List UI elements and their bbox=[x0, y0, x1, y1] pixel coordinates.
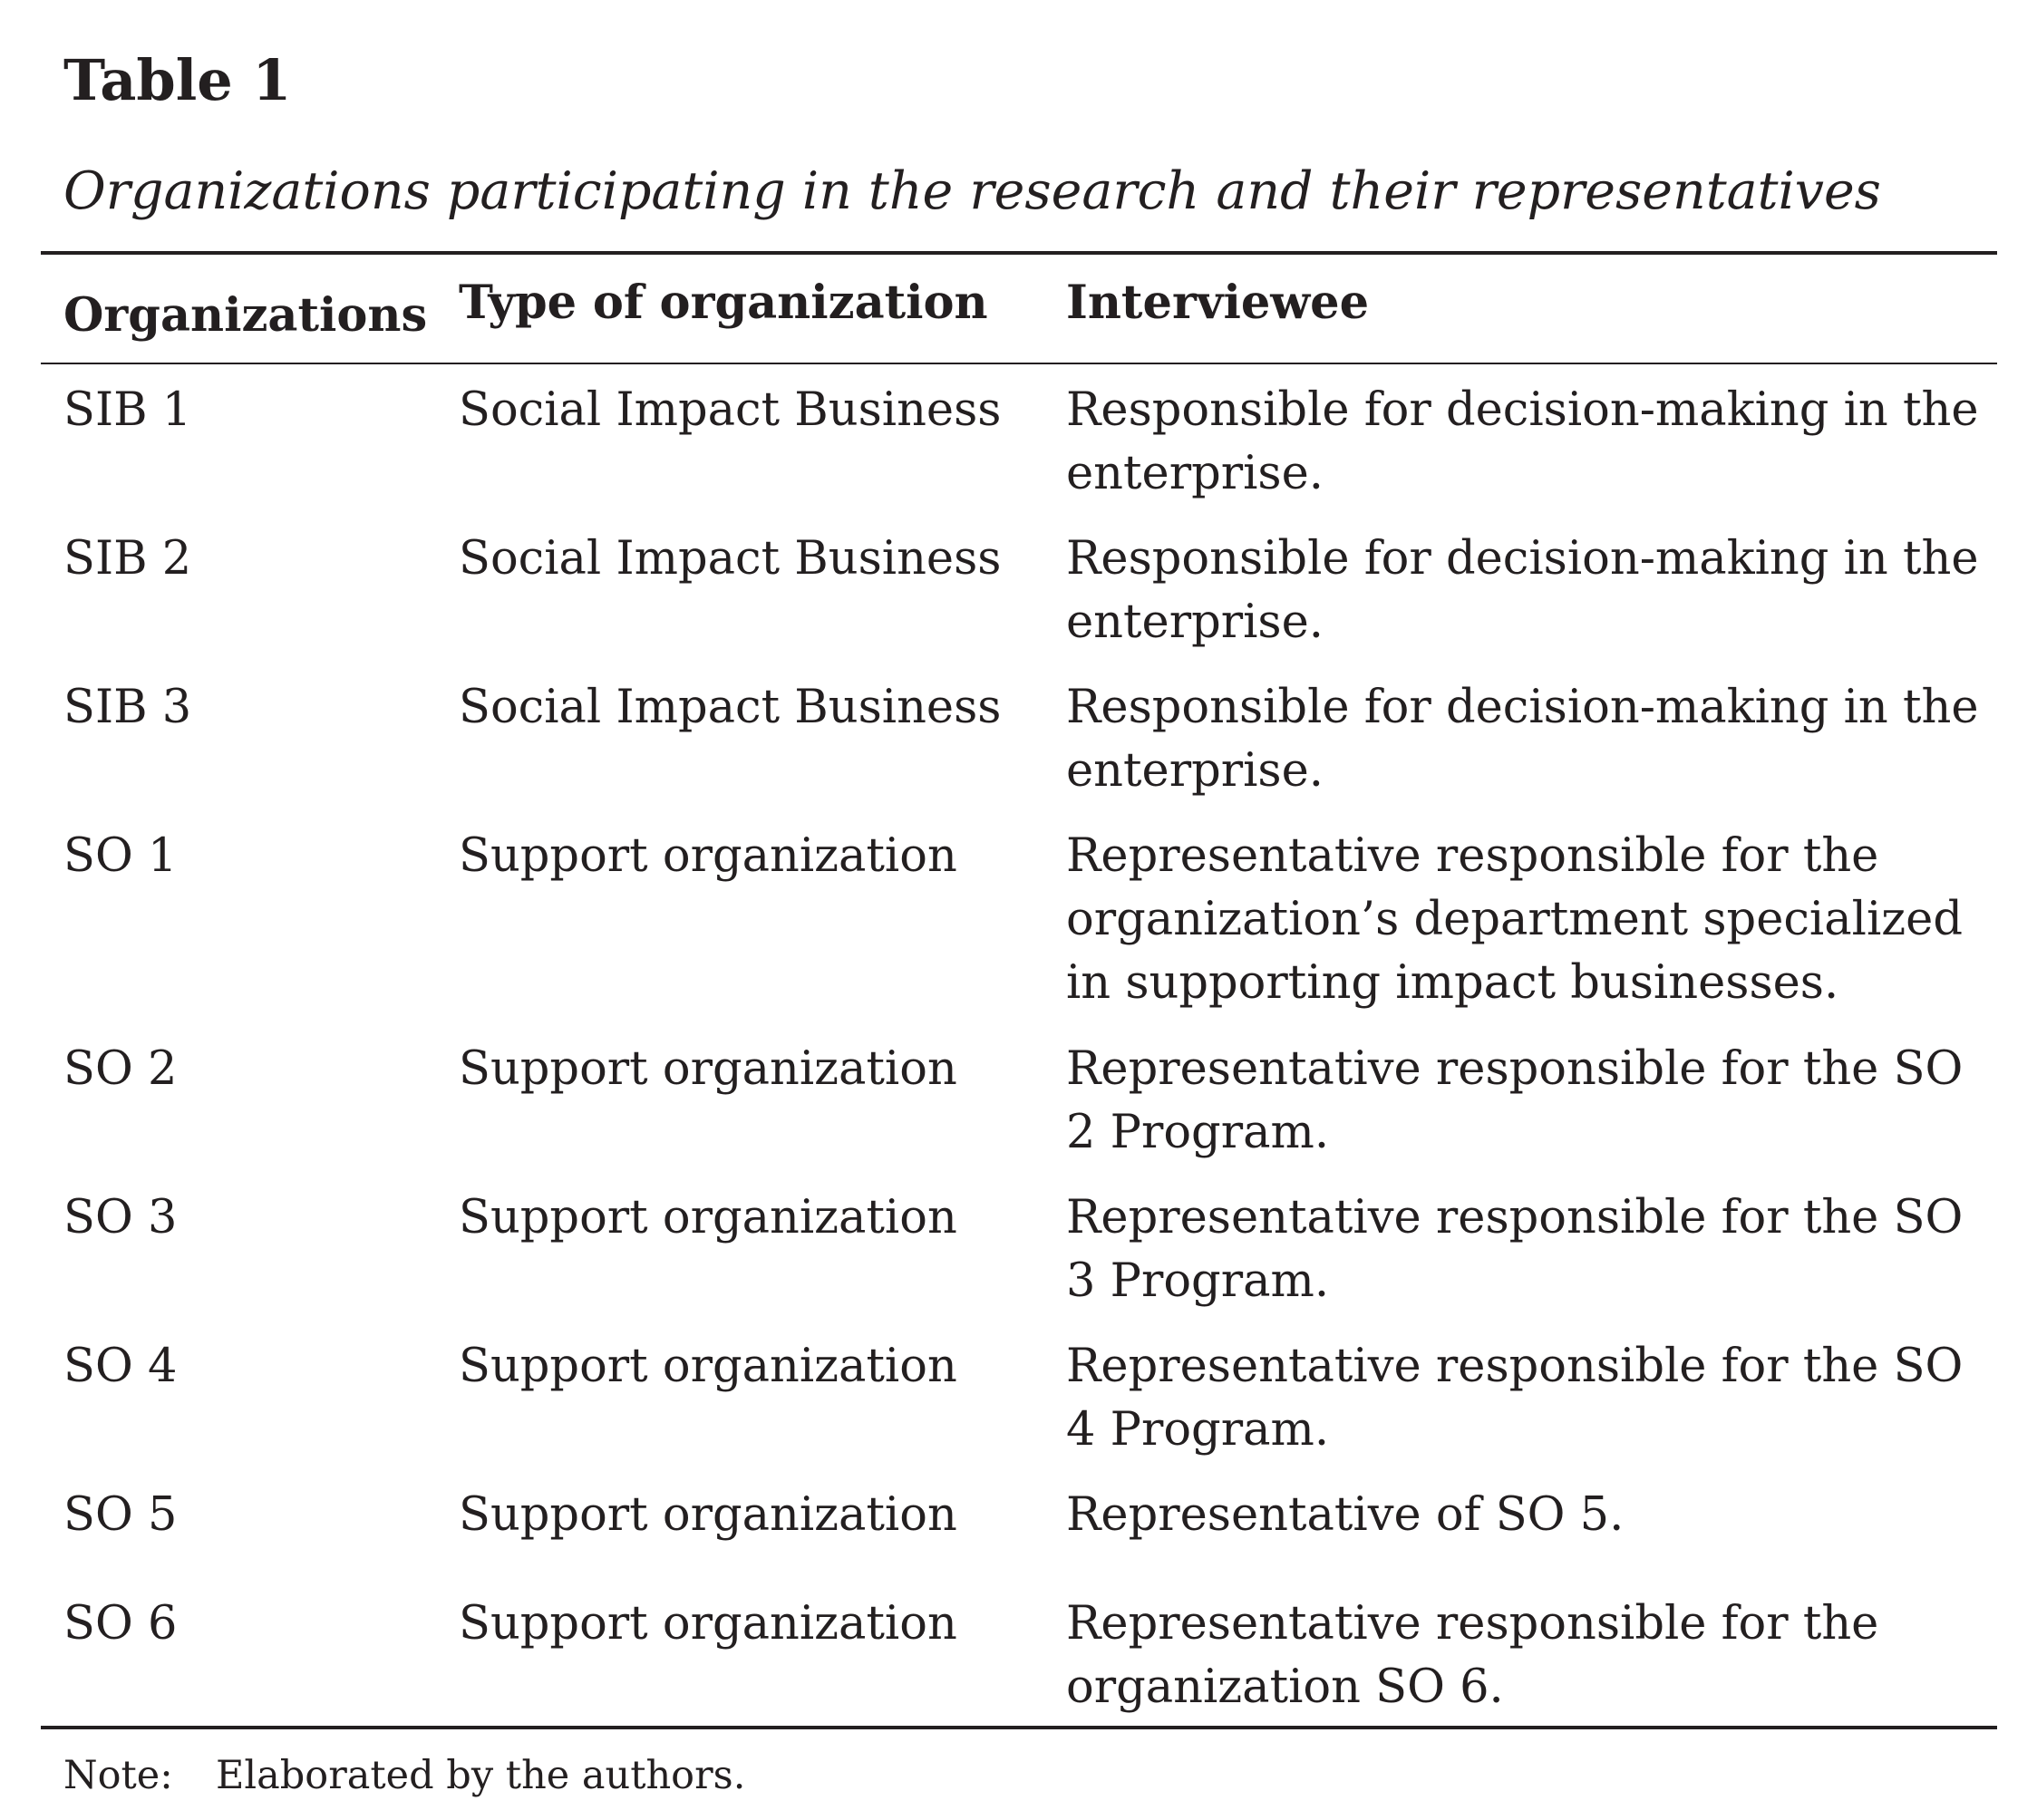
cell-organization: SO 2 bbox=[63, 1042, 178, 1096]
cell-type: Social Impact Business bbox=[459, 681, 1002, 734]
table-caption: Organizations participating in the research and their representatives bbox=[63, 161, 1881, 221]
column-header-organizations: Organizations bbox=[63, 288, 428, 343]
cell-type: Social Impact Business bbox=[459, 532, 1002, 586]
cell-interviewee: Representative responsible for the organization SO 6. bbox=[1066, 1597, 1879, 1714]
cell-organization: SIB 3 bbox=[63, 681, 192, 734]
cell-interviewee: Representative responsible for the SO 4 Program. bbox=[1066, 1340, 1964, 1457]
table-header-rule bbox=[41, 363, 1997, 364]
cell-type: Social Impact Business bbox=[459, 383, 1002, 437]
cell-type: Support organization bbox=[459, 1597, 957, 1651]
table-top-rule bbox=[41, 251, 1997, 255]
cell-organization: SO 1 bbox=[63, 829, 178, 883]
table-note bbox=[63, 1748, 745, 1803]
note-label: Note: bbox=[63, 1753, 173, 1798]
cell-interviewee: Responsible for decision-making in the enterprise. bbox=[1066, 383, 1979, 500]
cell-organization: SIB 1 bbox=[63, 383, 192, 437]
cell-type: Support organization bbox=[459, 1488, 957, 1542]
cell-type: Support organization bbox=[459, 1191, 957, 1244]
table-bottom-rule bbox=[41, 1726, 1997, 1729]
cell-interviewee: Responsible for decision-making in the enterprise. bbox=[1066, 532, 1979, 649]
cell-interviewee: Representative responsible for the SO 3 Program. bbox=[1066, 1191, 1964, 1308]
column-header-interviewee: Interviewee bbox=[1066, 276, 1370, 330]
cell-organization: SO 5 bbox=[63, 1488, 178, 1542]
cell-interviewee: Representative responsible for the organization’s department specialized in supporting impact businesses. bbox=[1066, 829, 1963, 1010]
cell-organization: SO 3 bbox=[63, 1191, 178, 1244]
cell-type: Support organization bbox=[459, 1042, 957, 1096]
column-header-type: Type of organization bbox=[459, 276, 988, 330]
cell-type: Support organization bbox=[459, 829, 957, 883]
cell-organization: SO 4 bbox=[63, 1340, 178, 1393]
cell-interviewee: Representative of SO 5. bbox=[1066, 1488, 1625, 1542]
cell-interviewee: Responsible for decision-making in the enterprise. bbox=[1066, 681, 1979, 798]
cell-interviewee: Representative responsible for the SO 2 Program. bbox=[1066, 1042, 1964, 1159]
note-text: Elaborated by the authors. bbox=[216, 1753, 746, 1798]
cell-type: Support organization bbox=[459, 1340, 957, 1393]
cell-organization: SIB 2 bbox=[63, 532, 192, 586]
cell-organization: SO 6 bbox=[63, 1597, 178, 1651]
table-label: Table 1 bbox=[63, 47, 292, 113]
